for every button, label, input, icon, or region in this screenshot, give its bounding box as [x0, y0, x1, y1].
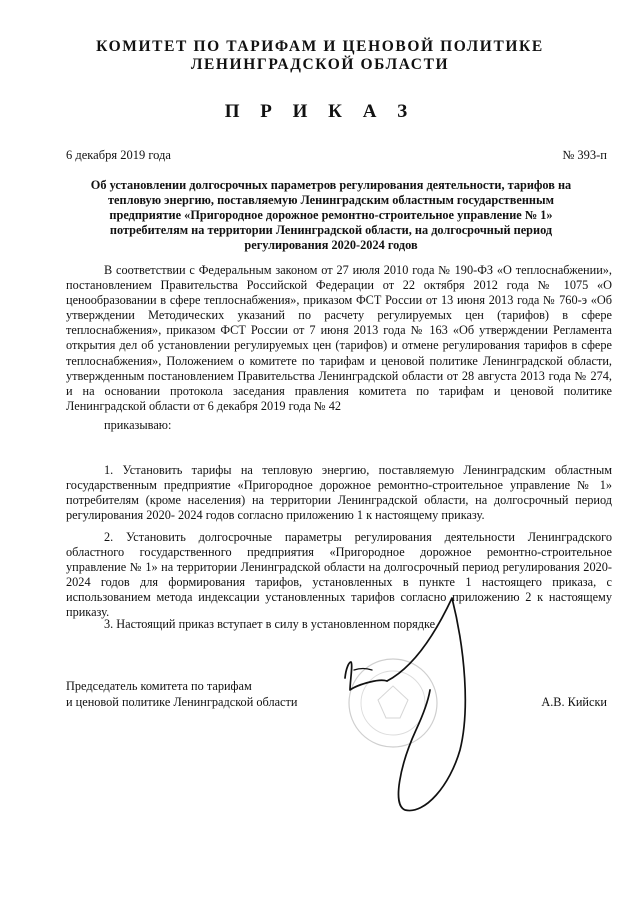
- preamble-paragraph: В соответствии с Федеральным законом от 27 июля 2010 года № 190-ФЗ «О теплоснабжении», постановлением Правительства Российской Федерации от 22 октября 2012 года № 1075 «О ценообразовании в сфере теплоснабжения», приказом ФСТ России от 13 июня 2013 года № 760-э «Об утверждении Методических указаний по расчету регулируемых цен (тарифов) в сфере теплоснабжения», приказом ФСТ России от 7 июня 2013 года № 163 «Об утверждении Регламента открытия дел об установлении регулируемых цен (тарифов) и отмене регулирования тарифов в сфере теплоснабжения», Положением о комитете по тарифам и ценовой политике Ленинградской области, утвержденным постановлением Правительства Ленинградской области от 28 августа 2013 года № 274, и на основании протокола заседания правления комитета по тарифам и ценовой политике Ленинградской области от 6 декабря 2019 года № 42: [66, 263, 612, 413]
- order-item-2: 2. Установить долгосрочные параметры регулирования деятельности Ленинградского областного государственного предприятия «Пригородное дорожное ремонтно-строительное управление № 1» на территории Ленинградской области на долгосрочный период регулирования 2020-2024 годов для формирования тарифов, установленных в пункте 1 настоящего приказа, с использованием метода индексации установленных тарифов согласно приложению 2 к настоящему приказу.: [66, 530, 612, 620]
- signer-name: А.В. Кийски: [541, 695, 607, 709]
- document-title: П Р И К А З: [224, 101, 416, 122]
- order-item-3: 3. Настоящий приказ вступает в силу в установленном порядке.: [104, 617, 439, 631]
- document-number: № 393-п: [562, 148, 607, 162]
- order-item-1: 1. Установить тарифы на тепловую энергию, поставляемую Ленинградским областным государственным предприятие «Пригородное дорожное ремонтно-строительное управление № 1» потребителям (кроме населения) на территории Ленинградской области, на долгосрочный период регулирования 2020- 2024 годов согласно приложению 1 к настоящему приказу.: [66, 463, 612, 523]
- faint-stamp-mark: [338, 648, 448, 758]
- document-date: 6 декабря 2019 года: [66, 148, 171, 162]
- organization-name-line2: ЛЕНИНГРАДСКОЙ ОБЛАСТИ: [190, 56, 450, 73]
- organization-name-line1: КОМИТЕТ ПО ТАРИФАМ И ЦЕНОВОЙ ПОЛИТИКЕ: [96, 38, 544, 55]
- document-subject: Об установлении долгосрочных параметров регулирования деятельности, тарифов на тепловую энергию, поставляемую Ленинградским областным государственным предприятие «Пригородное дорожное ремонтно-строительное управление № 1» потребителям на территории Ленинградской области, на долгосрочный период регулирования 2020-2024 годов: [90, 178, 572, 252]
- order-word: приказываю:: [104, 418, 172, 432]
- signer-position-line1: Председатель комитета по тарифам: [66, 679, 252, 693]
- signer-position-line2: и ценовой политике Ленинградской области: [66, 695, 298, 709]
